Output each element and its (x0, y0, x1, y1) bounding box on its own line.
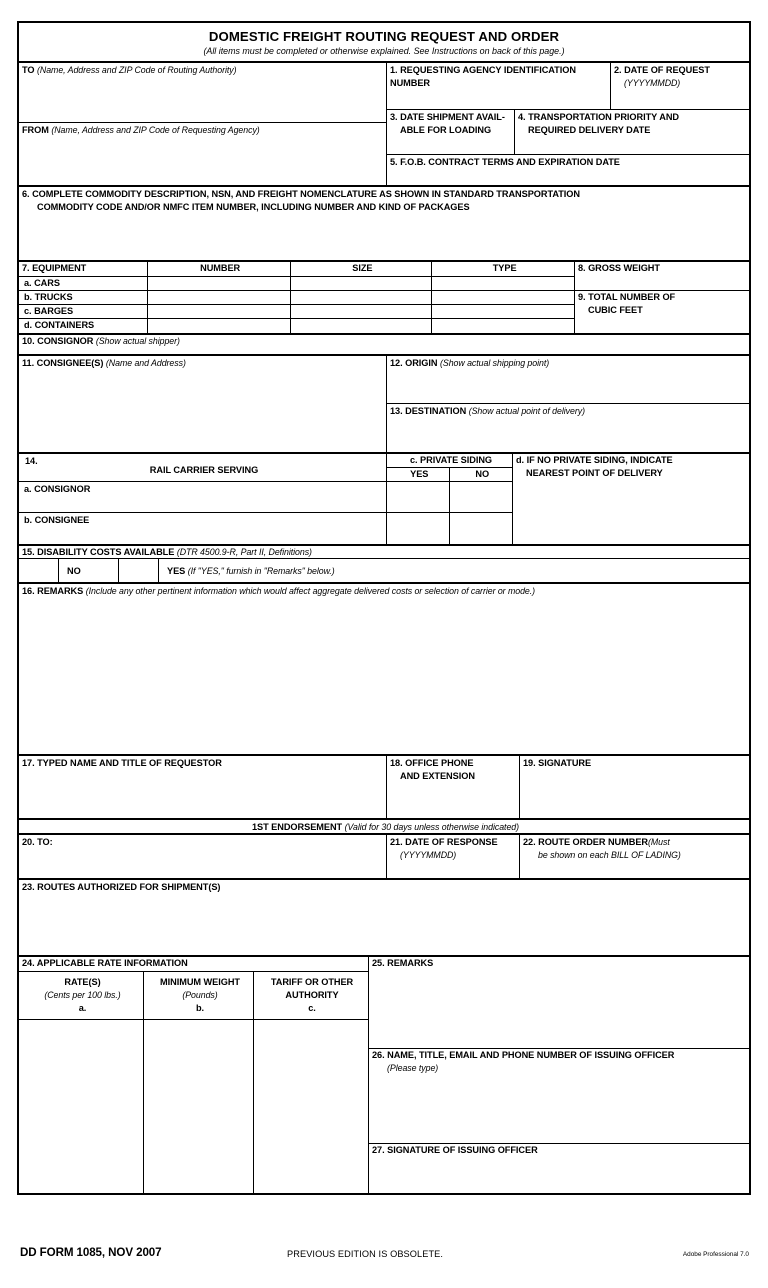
equipment-row-containers (19, 319, 574, 333)
item15-yes-hint: (If "YES," furnish in "Remarks" below.) (187, 566, 335, 576)
items-1-5-column (387, 63, 749, 185)
item16-label: 16. REMARKS (22, 586, 84, 596)
item2-label: 2. DATE OF REQUEST (614, 65, 710, 75)
private-siding-no-header: NO (475, 469, 490, 479)
checkbox-consignee-siding-yes[interactable] (387, 513, 450, 544)
field-consignor[interactable] (19, 333, 749, 356)
rate-input-b[interactable] (144, 1020, 254, 1193)
rail-carrier-left (19, 454, 387, 544)
equipment-input-cars-type[interactable] (432, 277, 574, 290)
item22-hint2: be shown on each BILL OF LADING) (538, 849, 681, 860)
weight-cubic-column (575, 262, 749, 333)
checkbox-consignor-siding-yes[interactable] (387, 482, 450, 512)
equipment-row-label-trucks: b. TRUCKS (19, 291, 148, 304)
endorsement-hint: (Valid for 30 days unless otherwise indicated) (344, 822, 520, 832)
field-issuing-officer-signature[interactable] (369, 1144, 749, 1193)
equipment-header-row (19, 262, 574, 277)
equipment-input-trucks-number[interactable] (148, 291, 291, 304)
item12-hint: (Show actual shipping point) (440, 358, 550, 368)
dd-form-1085 (17, 21, 751, 1195)
field-remarks-25[interactable] (369, 957, 749, 1049)
item15-label: 15. DISABILITY COSTS AVAILABLE (22, 547, 175, 557)
private-siding-heading: c. PRIVATE SIDING (387, 454, 512, 468)
item11-hint: (Name and Address) (105, 358, 186, 368)
issuing-officer-block (369, 957, 749, 1193)
item24-label: 24. APPLICABLE RATE INFORMATION (22, 958, 188, 968)
equipment-input-cars-size[interactable] (291, 277, 433, 290)
item20-label: 20. TO: (22, 837, 53, 847)
equipment-row-cars (19, 277, 574, 291)
field-from[interactable] (19, 123, 386, 185)
item17-label: 17. TYPED NAME AND TITLE OF REQUESTOR (22, 758, 222, 768)
equipment-input-trucks-type[interactable] (432, 291, 574, 304)
field-consignees[interactable] (19, 356, 387, 452)
section-endorsement-row (19, 835, 749, 880)
equipment-input-containers-number[interactable] (148, 319, 291, 333)
item19-label: 19. SIGNATURE (523, 758, 592, 768)
item6-label2: COMMODITY CODE AND/OR NMFC ITEM NUMBER, INCLUDING NUMBER AND KIND OF PACKAGES (37, 201, 470, 212)
section-consignee-origin-row (19, 356, 749, 454)
item8-label: 8. GROSS WEIGHT (578, 263, 660, 273)
item23-label: 23. ROUTES AUTHORIZED FOR SHIPMENT(S) (22, 882, 221, 892)
field-endorsement-to[interactable] (19, 835, 387, 878)
field-rail-carrier-consignee[interactable]: b. CONSIGNEE (24, 515, 90, 525)
item25-label: 25. REMARKS (372, 958, 434, 968)
field-issuing-officer-name[interactable] (369, 1049, 749, 1144)
item4-label: 4. TRANSPORTATION PRIORITY AND (518, 112, 679, 122)
private-siding-column (387, 454, 513, 544)
checkbox-disability-yes[interactable] (119, 559, 159, 582)
equipment-row-label-cars: a. CARS (19, 277, 148, 290)
form-footer (17, 1246, 751, 1266)
item3-label2: ABLE FOR LOADING (400, 124, 492, 135)
equipment-col-type: TYPE (492, 263, 517, 273)
equipment-header-label (19, 262, 148, 276)
private-siding-consignee-row (387, 513, 512, 544)
item14-number: 14. (25, 456, 38, 466)
checkbox-consignee-siding-no[interactable] (450, 513, 513, 544)
to-from-column (19, 63, 387, 185)
item10-hint: (Show actual shipper) (95, 336, 180, 346)
field-total-cubic-feet[interactable] (575, 291, 749, 333)
field-origin[interactable] (387, 356, 749, 404)
field-requesting-agency-id[interactable] (387, 63, 611, 109)
item3-label: 3. DATE SHIPMENT AVAIL- (390, 112, 505, 122)
field-to-label: TO (Name, Address and ZIP Code of Routing Authority) (22, 65, 237, 75)
item22-hint: (Must (648, 837, 670, 847)
rate-input-a[interactable] (19, 1020, 144, 1193)
item21-hint: (YYYYMMDD) (400, 849, 457, 860)
endorsement-title: 1ST ENDORSEMENT (251, 822, 343, 832)
equipment-input-barges-type[interactable] (432, 305, 574, 318)
field-date-shipment-available[interactable] (387, 110, 515, 154)
checkbox-disability-no[interactable] (19, 559, 59, 582)
item26-label: 26. NAME, TITLE, EMAIL AND PHONE NUMBER OF ISSUING OFFICER (372, 1050, 675, 1060)
item12-label: 12. ORIGIN (Show actual shipping point) (390, 358, 550, 368)
item6-label: 6. COMPLETE COMMODITY DESCRIPTION, NSN, AND FREIGHT NOMENCLATURE AS SHOWN IN STANDARD TRANSPORTATION (22, 189, 580, 199)
rate-input-c[interactable] (254, 1020, 367, 1193)
field-destination[interactable] (387, 404, 749, 452)
label-disability-no: NO (59, 559, 119, 582)
item21-label: 21. DATE OF RESPONSE (390, 837, 498, 847)
rate-col-b-header: MINIMUM WEIGHT (Pounds) b. (144, 972, 254, 1019)
field-to[interactable] (19, 63, 386, 123)
item27-label: 27. SIGNATURE OF ISSUING OFFICER (372, 1145, 538, 1155)
section-rail-carrier (19, 454, 749, 544)
items-1-2-row (387, 63, 749, 110)
rate-col-c-header: TARIFF OR OTHER AUTHORITY c. (270, 977, 354, 1014)
page-subtitle: (All items must be completed or otherwise explained. See Instructions on back of this page.) (203, 46, 565, 56)
footer-previous-edition: PREVIOUS EDITION IS OBSOLETE. (287, 1249, 444, 1259)
item9-label2: CUBIC FEET (588, 304, 643, 315)
equipment-row-barges (19, 305, 574, 319)
item14-title: RAIL CARRIER SERVING (149, 465, 259, 475)
item10-label: 10. CONSIGNOR (Show actual shipper) (22, 336, 180, 346)
item1-label2: NUMBER (390, 77, 431, 88)
field-date-of-response[interactable] (387, 835, 520, 878)
item2-hint: (YYYYMMDD) (624, 77, 681, 88)
rate-col-a-header: RATE(S) (Cents per 100 lbs.) a. (19, 972, 144, 1019)
page-title: DOMESTIC FREIGHT ROUTING REQUEST AND ORDER (208, 29, 560, 44)
equipment-row-label-containers: d. CONTAINERS (19, 319, 148, 333)
origin-destination-column (387, 356, 749, 452)
field-from-label: FROM (Name, Address and ZIP Code of Requesting Agency) (22, 125, 260, 135)
section-to-from-row (19, 63, 749, 185)
item24-heading (19, 957, 368, 972)
equipment-input-containers-size[interactable] (291, 319, 433, 333)
field-gross-weight[interactable] (575, 262, 749, 291)
rate-table-header (19, 972, 368, 1020)
equipment-row-trucks (19, 291, 574, 305)
field-office-phone[interactable] (387, 756, 520, 818)
item15-heading (19, 544, 749, 559)
form-title-block (19, 23, 749, 63)
endorsement-banner (19, 820, 749, 835)
equipment-input-cars-number[interactable] (148, 277, 291, 290)
field-transportation-priority[interactable] (515, 110, 749, 154)
field-typed-name-title-requestor[interactable] (19, 756, 387, 818)
item22-label: 22. ROUTE ORDER NUMBER (523, 837, 648, 847)
field-route-order-number[interactable] (520, 835, 749, 878)
equipment-col-size: SIZE (291, 262, 433, 276)
field-date-of-request[interactable] (611, 63, 749, 109)
item14-d-label: d. IF NO PRIVATE SIDING, INDICATE (516, 455, 673, 465)
item13-label: 13. DESTINATION (Show actual point of delivery) (390, 406, 585, 416)
rail-carrier-heading (19, 454, 386, 482)
field-fob-contract-terms[interactable] (387, 155, 749, 185)
field-to-hint: (Name, Address and ZIP Code of Routing Authority) (37, 65, 237, 75)
item1-label: 1. REQUESTING AGENCY IDENTIFICATION (390, 65, 576, 75)
item15-checkbox-row (19, 559, 749, 584)
item18-label: 18. OFFICE PHONE (390, 758, 474, 768)
item7-label: 7. EQUIPMENT (22, 263, 87, 273)
item16-hint: (Include any other pertinent information which would affect aggregate delivered costs or selection of carrier or mode.) (85, 586, 536, 596)
section-rate-remarks-row (19, 957, 749, 1193)
item15-hint: (DTR 4500.9-R, Part II, Definitions) (176, 547, 312, 557)
equipment-input-trucks-size[interactable] (291, 291, 433, 304)
equipment-row-label-barges: c. BARGES (19, 305, 148, 318)
field-remarks-16[interactable] (19, 584, 749, 756)
label-disability-yes: YES (If "YES," furnish in "Remarks" below.) (167, 566, 335, 576)
item18-label2: AND EXTENSION (400, 770, 475, 781)
item11-label: 11. CONSIGNEE(S) (Name and Address) (22, 358, 186, 368)
equipment-input-containers-type[interactable] (432, 319, 574, 333)
equipment-table (19, 262, 575, 333)
equipment-input-barges-size[interactable] (291, 305, 433, 318)
field-from-hint: (Name, Address and ZIP Code of Requesting Agency) (51, 125, 260, 135)
section-requestor-row (19, 756, 749, 820)
equipment-input-barges-number[interactable] (148, 305, 291, 318)
footer-producer: Adobe Professional 7.0 (682, 1251, 749, 1258)
rate-table-body (19, 1020, 368, 1193)
private-siding-consignor-row (387, 482, 512, 513)
private-siding-yesno-header (387, 468, 512, 482)
item9-label: 9. TOTAL NUMBER OF (578, 292, 676, 302)
section-equipment-row (19, 262, 749, 333)
item26-hint: (Please type) (387, 1062, 439, 1073)
checkbox-consignor-siding-no[interactable] (450, 482, 513, 512)
field-signature-19[interactable] (520, 756, 749, 818)
field-routes-authorized[interactable] (19, 880, 749, 957)
field-rail-carrier-consignor[interactable]: a. CONSIGNOR (19, 482, 386, 513)
rate-information-block (19, 957, 369, 1193)
equipment-col-number: NUMBER (148, 262, 291, 276)
item5-label: 5. F.O.B. CONTRACT TERMS AND EXPIRATION DATE (390, 157, 620, 167)
item14-d-label2: NEAREST POINT OF DELIVERY (526, 467, 663, 478)
private-siding-yes-header: YES (387, 468, 450, 481)
footer-form-id: DD FORM 1085, NOV 2007 (20, 1246, 162, 1259)
field-commodity-description[interactable] (19, 185, 749, 262)
field-nearest-point-of-delivery[interactable] (513, 454, 749, 544)
items-3-4-row (387, 110, 749, 155)
item13-hint: (Show actual point of delivery) (468, 406, 585, 416)
item4-label2: REQUIRED DELIVERY DATE (528, 124, 651, 135)
